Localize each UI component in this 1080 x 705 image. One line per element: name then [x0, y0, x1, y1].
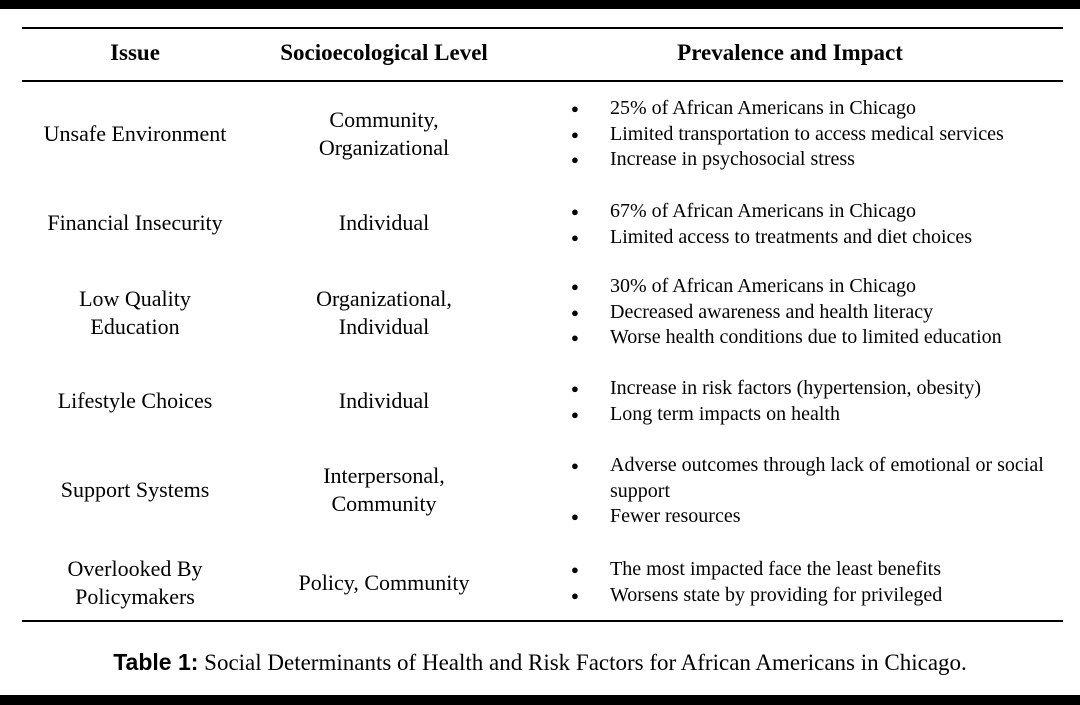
- caption-text: Social Determinants of Health and Risk Factors for African Americans in Chicago.: [198, 650, 967, 675]
- impact-item: ● 25% of African Americans in Chicago: [562, 96, 1062, 122]
- row-impacts: [562, 557, 1062, 608]
- row-level: Individual: [338, 210, 430, 235]
- impact-item: ● Adverse outcomes through lack of emotional or social support: [562, 453, 1052, 504]
- row-issue: Support Systems: [60, 477, 210, 502]
- impact-item: ● Limited access to treatments and diet choices: [562, 225, 1062, 251]
- header-prevalence-impact: Prevalence and Impact: [677, 40, 903, 65]
- row-issue: Low Quality Education: [79, 286, 191, 339]
- row-level: Organizational, Individual: [316, 286, 452, 339]
- impact-item: ● Long term impacts on health: [562, 402, 1062, 428]
- header-issue: Issue: [110, 40, 160, 65]
- impact-item: ● Worsens state by providing for privileged: [562, 583, 1062, 609]
- row-level: Community, Organizational: [318, 107, 450, 160]
- row-level: Individual: [338, 388, 430, 413]
- row-level: Policy, Community: [298, 570, 470, 595]
- impact-item: ● Fewer resources: [562, 504, 1052, 530]
- impact-item: ● The most impacted face the least benefits: [562, 557, 1062, 583]
- row-level: Interpersonal, Community: [323, 463, 445, 516]
- impact-item: ● Decreased awareness and health literacy: [562, 300, 1062, 326]
- row-impacts: [562, 199, 1062, 250]
- table-caption: [0, 647, 1080, 678]
- table-header-rule: [22, 80, 1063, 82]
- impact-item: ● 30% of African Americans in Chicago: [562, 274, 1062, 300]
- row-issue: Lifestyle Choices: [57, 388, 213, 413]
- document-page: [0, 9, 1080, 695]
- row-impacts: [562, 376, 1062, 427]
- impact-item: ● 67% of African Americans in Chicago: [562, 199, 1062, 225]
- table-top-rule: [22, 27, 1063, 29]
- row-impacts: [562, 96, 1062, 173]
- caption-label: Table 1:: [113, 649, 199, 675]
- impact-item: ● Limited transportation to access medical services: [562, 122, 1062, 148]
- row-issue: Unsafe Environment: [43, 121, 227, 146]
- row-issue: Overlooked By Policymakers: [67, 556, 203, 609]
- row-impacts: [562, 274, 1062, 351]
- impact-item: ● Worse health conditions due to limited education: [562, 325, 1062, 351]
- row-issue: Financial Insecurity: [47, 210, 223, 235]
- table-bottom-rule: [22, 620, 1063, 622]
- header-socioecological-level: Socioecological Level: [280, 40, 488, 65]
- impact-item: ● Increase in psychosocial stress: [562, 147, 1062, 173]
- row-impacts: [562, 453, 1052, 530]
- impact-item: ● Increase in risk factors (hypertension, obesity): [562, 376, 1062, 402]
